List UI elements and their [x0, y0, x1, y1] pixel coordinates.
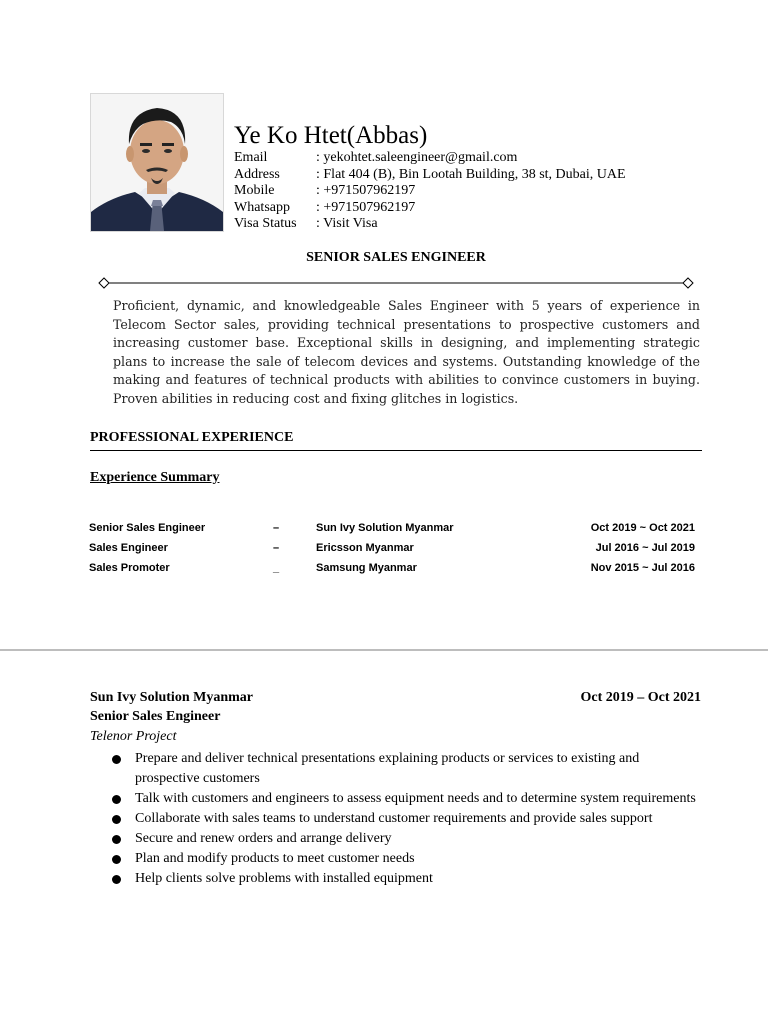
contact-row-whatsapp — [234, 200, 626, 217]
dates-cell: Nov 2015 ~ Jul 2016 — [590, 562, 695, 574]
profile-photo — [90, 93, 224, 232]
contact-label: Address — [234, 166, 280, 182]
bullet-text: Prepare and deliver technical presentations explaining products or services to existing and prospective customers — [135, 751, 640, 786]
list-item — [112, 829, 702, 849]
bullet-icon — [112, 815, 121, 824]
position-cell: Senior Sales Engineer — [89, 522, 206, 534]
bullet-icon — [112, 795, 121, 804]
separator-cell: – — [273, 522, 280, 534]
contact-row-mobile — [234, 183, 626, 200]
list-item — [112, 749, 702, 789]
role-title: SENIOR SALES ENGINEER — [306, 250, 486, 265]
job-project: Telenor Project — [90, 729, 177, 744]
company-cell: Ericsson Myanmar — [316, 542, 414, 554]
table-row — [89, 562, 695, 582]
dates-cell: Oct 2019 ~ Oct 2021 — [590, 522, 695, 534]
portrait-illustration — [91, 94, 223, 231]
bullet-text: Collaborate with sales teams to understand customer requirements and provide sales support — [135, 811, 653, 826]
contact-label: Mobile — [234, 183, 275, 198]
bullet-icon — [112, 835, 121, 844]
address-value: : Flat 404 (B), Bin Lootah Building, 38 st, Dubai, UAE — [316, 166, 626, 182]
contact-row-visa — [234, 216, 626, 233]
diamond-divider — [98, 276, 694, 290]
bullet-text: Help clients solve problems with installed equipment — [135, 871, 433, 886]
list-item — [112, 849, 702, 869]
profile-summary: Proficient, dynamic, and knowledgeable Sales Engineer with 5 years of experience in Telecom Sector sales, providing technical presentations to prospective customers and increasing customer base. Exceptional skills in designing, and implementing strategic plans to increase the sale of telecom devices and systems. Outstanding knowledge of the making and features of technical products with abilities to convince customers in buying. Proven abilities in reducing cost and fixing glitches in logistics. — [113, 298, 700, 406]
mobile-value: : +971507962197 — [316, 183, 416, 198]
whatsapp-value: : +971507962197 — [316, 199, 416, 215]
bullet-text: Talk with customers and engineers to assess equipment needs and to determine system requirements — [135, 791, 696, 806]
contact-label: Email — [234, 150, 268, 165]
company-cell: Sun Ivy Solution Myanmar — [316, 522, 454, 534]
list-item — [112, 869, 702, 889]
bullet-icon — [112, 755, 121, 764]
position-cell: Sales Promoter — [89, 562, 170, 574]
job-dates: Oct 2019 – Oct 2021 — [580, 690, 701, 705]
experience-summary-table — [89, 522, 695, 582]
contact-row-email — [234, 150, 626, 167]
bullet-icon — [112, 855, 121, 864]
position-cell: Sales Engineer — [89, 542, 168, 554]
contact-details — [234, 150, 626, 233]
candidate-name: Ye Ko Htet(Abbas) — [234, 122, 428, 149]
contact-row-address — [234, 167, 626, 184]
bullet-icon — [112, 875, 121, 884]
bullet-text: Plan and modify products to meet customer needs — [135, 851, 415, 866]
contact-label: Visa Status — [234, 216, 297, 231]
dates-cell: Jul 2016 ~ Jul 2019 — [595, 542, 695, 554]
bullet-text: Secure and renew orders and arrange delivery — [135, 831, 392, 846]
email-value: : yekohtet.saleengineer@gmail.com — [316, 150, 518, 165]
list-item — [112, 789, 702, 809]
section-heading-professional-experience: PROFESSIONAL EXPERIENCE — [90, 430, 294, 445]
list-item — [112, 809, 702, 829]
visa-status-value: : Visit Visa — [316, 216, 378, 231]
table-row — [89, 542, 695, 562]
job-title: Senior Sales Engineer — [90, 709, 221, 724]
page-break-line — [0, 649, 768, 651]
job-responsibilities — [112, 749, 702, 889]
job-company: Sun Ivy Solution Myanmar — [90, 690, 253, 705]
table-row — [89, 522, 695, 542]
separator-cell: _ — [273, 562, 280, 574]
separator-cell: – — [273, 542, 280, 554]
section-divider — [90, 450, 702, 451]
company-cell: Samsung Myanmar — [316, 562, 417, 574]
experience-summary-heading: Experience Summary — [90, 470, 220, 485]
contact-label: Whatsapp — [234, 199, 290, 215]
